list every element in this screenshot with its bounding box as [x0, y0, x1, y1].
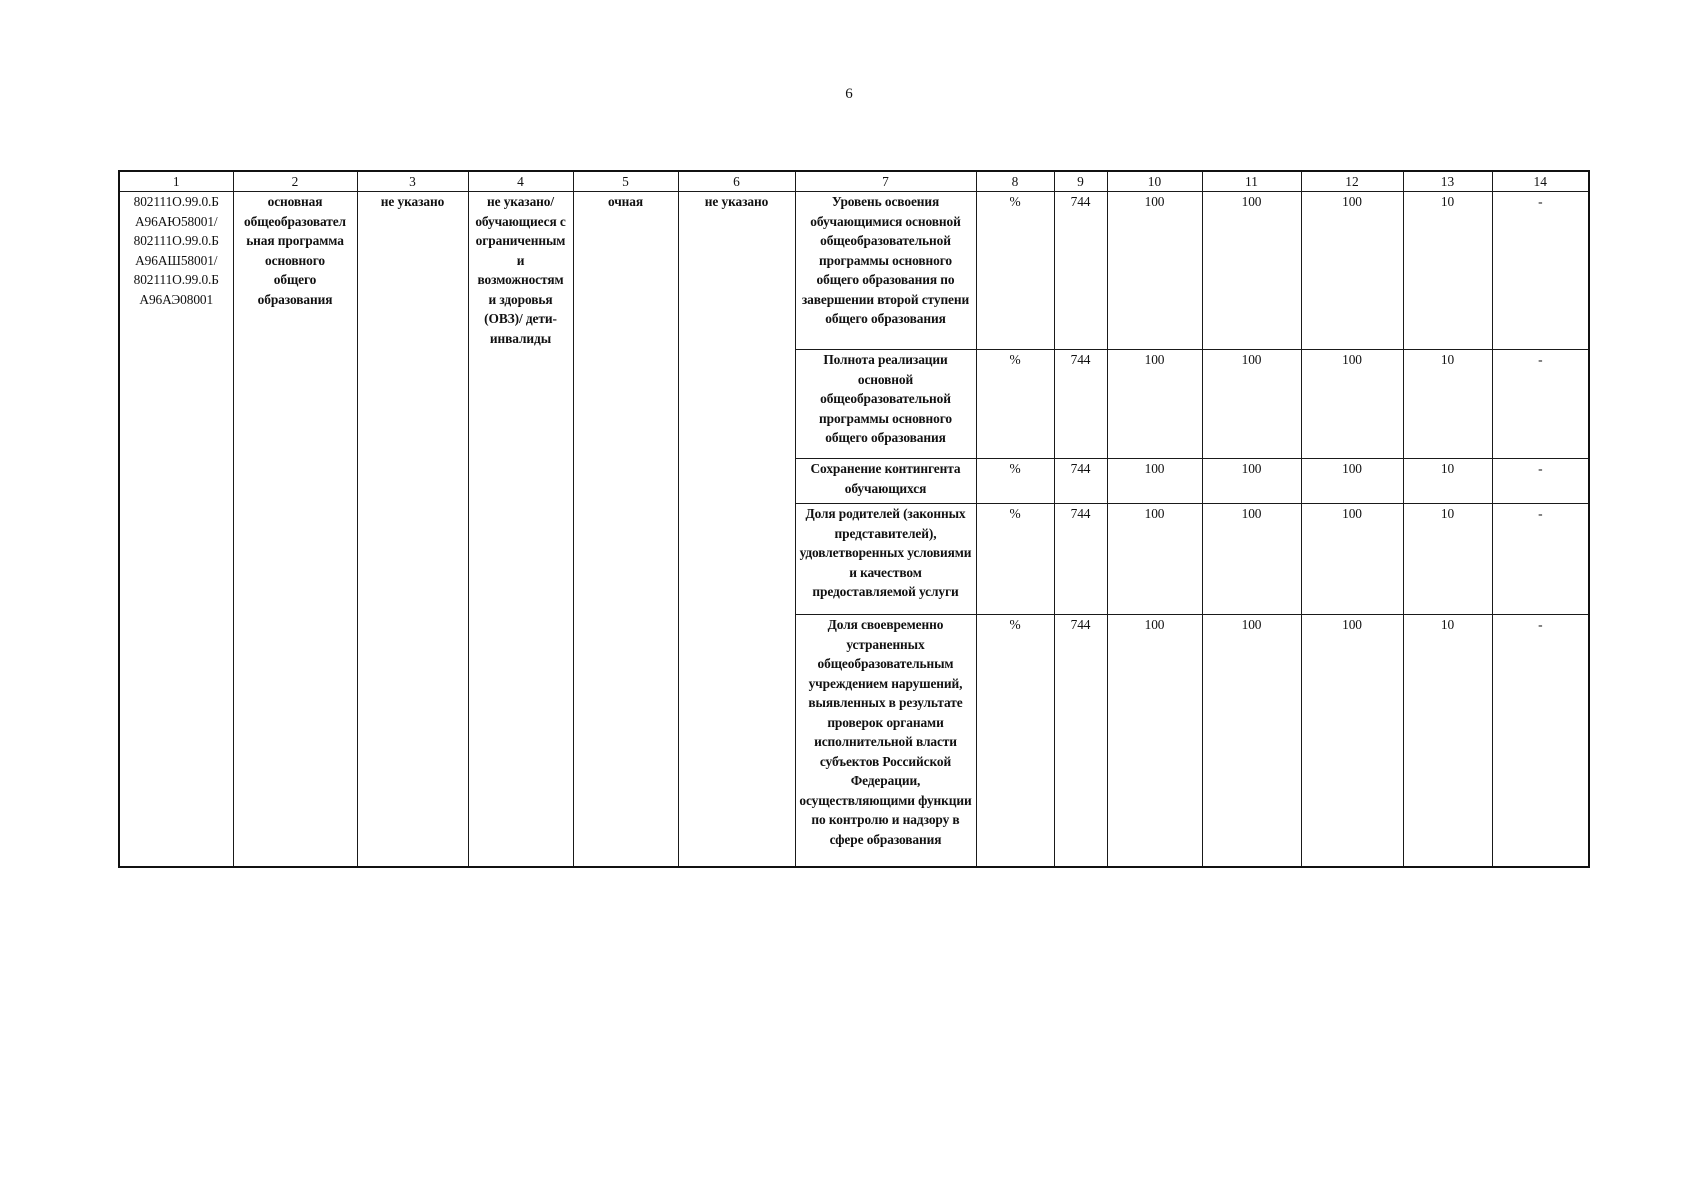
indicator-value-12: 100 — [1301, 192, 1403, 350]
indicator-name: Сохранение контингента обучающихся — [795, 459, 976, 504]
indicator-value-12: 100 — [1301, 504, 1403, 615]
indicator-value-10: 100 — [1107, 615, 1202, 868]
indicator-value-12: 100 — [1301, 615, 1403, 868]
header-row — [119, 171, 1589, 192]
indicator-okei: 744 — [1054, 459, 1107, 504]
indicator-value-13: 10 — [1403, 459, 1492, 504]
table-body — [119, 192, 1589, 868]
header-col-1: 1 — [119, 171, 233, 192]
indicator-value-10: 100 — [1107, 350, 1202, 459]
indicator-okei: 744 — [1054, 192, 1107, 350]
col3-cell: не указано — [357, 192, 468, 868]
indicator-value-10: 100 — [1107, 504, 1202, 615]
indicator-unit: % — [976, 350, 1054, 459]
indicator-value-11: 100 — [1202, 615, 1301, 868]
header-col-4: 4 — [468, 171, 573, 192]
header-col-7: 7 — [795, 171, 976, 192]
indicator-value-12: 100 — [1301, 459, 1403, 504]
indicator-value-13: 10 — [1403, 615, 1492, 868]
header-col-10: 10 — [1107, 171, 1202, 192]
program-cell: основная общеобразовател ьная программа основного общего образования — [233, 192, 357, 868]
page-number: 6 — [845, 86, 853, 102]
indicator-value-14: - — [1492, 350, 1589, 459]
indicator-value-13: 10 — [1403, 192, 1492, 350]
indicator-value-13: 10 — [1403, 350, 1492, 459]
header-col-13: 13 — [1403, 171, 1492, 192]
form-cell: очная — [573, 192, 678, 868]
indicator-name: Доля своевременно устраненных общеобразовательным учреждением нарушений, выявленных в результате проверок органами исполнительной власти субъектов Российской Федерации, осуществляющими функции по контролю и надзору в сфере образования — [795, 615, 976, 868]
indicator-value-11: 100 — [1202, 350, 1301, 459]
indicator-unit: % — [976, 615, 1054, 868]
indicator-value-10: 100 — [1107, 459, 1202, 504]
header-col-3: 3 — [357, 171, 468, 192]
category-cell: не указано/ обучающиеся с ограниченным и возможностям и здоровья (ОВЗ)/ дети- инвалиды — [468, 192, 573, 868]
indicator-name: Уровень освоения обучающимися основной общеобразовательной программы основного общего образования по завершении второй ступени общего образования — [795, 192, 976, 350]
indicator-unit: % — [976, 504, 1054, 615]
indicator-okei: 744 — [1054, 504, 1107, 615]
indicator-value-10: 100 — [1107, 192, 1202, 350]
col6-cell: не указано — [678, 192, 795, 868]
indicator-okei: 744 — [1054, 350, 1107, 459]
header-col-8: 8 — [976, 171, 1054, 192]
header-col-12: 12 — [1301, 171, 1403, 192]
header-col-11: 11 — [1202, 171, 1301, 192]
header-col-2: 2 — [233, 171, 357, 192]
indicator-value-12: 100 — [1301, 350, 1403, 459]
table-row — [119, 192, 1589, 350]
service-quality-table — [118, 170, 1590, 868]
indicator-value-14: - — [1492, 459, 1589, 504]
indicator-value-11: 100 — [1202, 192, 1301, 350]
indicator-value-11: 100 — [1202, 459, 1301, 504]
header-col-9: 9 — [1054, 171, 1107, 192]
table-header — [119, 171, 1589, 192]
indicator-value-13: 10 — [1403, 504, 1492, 615]
indicator-value-14: - — [1492, 615, 1589, 868]
indicator-name: Доля родителей (законных представителей), удовлетворенных условиями и качеством предоставляемой услуги — [795, 504, 976, 615]
indicator-unit: % — [976, 192, 1054, 350]
header-col-6: 6 — [678, 171, 795, 192]
indicator-value-14: - — [1492, 192, 1589, 350]
service-code-cell: 802111О.99.0.Б А96АЮ58001/ 802111О.99.0.Б А96АШ58001/ 802111О.99.0.Б А96АЭ08001 — [119, 192, 233, 868]
indicator-value-11: 100 — [1202, 504, 1301, 615]
header-col-5: 5 — [573, 171, 678, 192]
indicator-name: Полнота реализации основной общеобразовательной программы основного общего образования — [795, 350, 976, 459]
indicator-value-14: - — [1492, 504, 1589, 615]
indicator-okei: 744 — [1054, 615, 1107, 868]
header-col-14: 14 — [1492, 171, 1589, 192]
indicator-unit: % — [976, 459, 1054, 504]
